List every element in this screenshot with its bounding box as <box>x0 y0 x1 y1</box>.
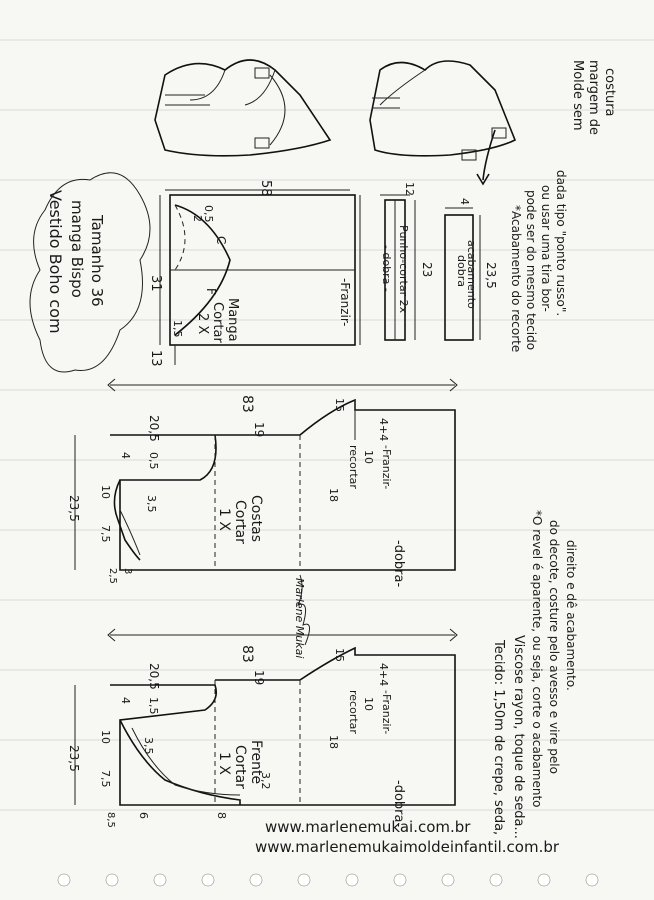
note-line-3: *O revel é aparente, ou seja, corte o acabamento <box>530 510 544 808</box>
cuff-width: 23 <box>420 262 434 278</box>
dress-front-illustration <box>155 60 330 156</box>
sleeve-value-2: 2 <box>191 215 204 222</box>
note-line-5: direito e dê acabamento. <box>564 540 578 691</box>
cuff-cut-label: Punho-cortar 2x <box>397 225 410 314</box>
binding-label: acabamento <box>465 240 478 309</box>
back-value-05: 0,5 <box>147 452 160 470</box>
back-value-18: 18 <box>327 488 340 502</box>
sleeve-height-13: 13 <box>148 350 163 367</box>
front-value-10b: 10 <box>362 697 375 711</box>
back-value-15: 15 <box>333 398 346 412</box>
binding-pointer-arrow <box>477 130 495 184</box>
front-value-35: 3,5 <box>142 737 155 755</box>
front-value-8: 8 <box>215 812 228 819</box>
back-recortar: recortar <box>347 445 360 489</box>
front-value-75: 7,5 <box>99 770 112 788</box>
back-label-3: 1 X <box>216 508 232 531</box>
front-value-18: 18 <box>327 735 340 749</box>
sleeve-width-58: 58 <box>258 180 273 197</box>
front-value-85: 8,5 <box>105 812 116 828</box>
back-value-25: 2,5 <box>107 568 118 584</box>
front-value-10: 10 <box>99 730 112 744</box>
sleeve-value-05: 0,5 <box>202 205 215 223</box>
cuff-fold: - dobra - <box>380 245 393 292</box>
footer-url-1[interactable]: www.marlenemukai.com.br <box>265 818 471 836</box>
front-label-3: 1 X <box>216 752 232 775</box>
back-value-44: 4+4 <box>377 418 390 442</box>
back-value-3: 3 <box>122 568 133 575</box>
binding-height: 4 <box>458 198 471 205</box>
sleeve-franzir: -Franzir- <box>338 278 352 327</box>
sleeve-mark-f: F <box>204 288 218 295</box>
back-value-10b: 10 <box>362 450 375 464</box>
front-width-235: 23,5 <box>67 745 81 772</box>
back-franzir: -Franzir- <box>380 445 393 490</box>
sleeve-mark-c: C <box>214 236 228 245</box>
sleeve-label-1: Manga <box>225 298 240 342</box>
back-length-83: 83 <box>239 395 255 413</box>
front-value-4: 4 <box>119 697 132 704</box>
sleeve-value-15: 1,5 <box>171 320 184 338</box>
note-line-1: Tecido: 1,50m de crepe, seda, <box>491 640 506 836</box>
front-franzir: -Franzir- <box>380 690 393 735</box>
back-fold: -dobra- <box>391 540 406 588</box>
front-fold: -dobra- <box>391 780 406 828</box>
front-value-15b: 15 <box>333 648 346 662</box>
binding-note-1: *Acabamento do recorte <box>509 205 523 353</box>
sleeve-label-3: 2 X <box>195 313 210 335</box>
binding-note-4: dada tipo "ponto russo". <box>554 170 568 317</box>
front-width-205: 20,5 <box>147 663 161 690</box>
front-label-1: Frente <box>248 740 264 785</box>
binding-note-3: ou usar uma tira bor- <box>539 185 553 312</box>
no-seam-3: costura <box>602 68 617 117</box>
binding-note-2: pode ser do mesmo tecido <box>524 190 538 351</box>
binding-fold: dobra <box>455 255 468 287</box>
front-value-44: 4+4 <box>377 663 390 687</box>
back-value-4: 4 <box>119 452 132 459</box>
no-seam-1: Molde sem <box>570 60 585 131</box>
back-label-2: Cortar <box>232 500 248 544</box>
sleeve-pattern <box>160 190 360 365</box>
back-label-1: Costas <box>248 495 264 542</box>
front-value-6: 6 <box>137 812 150 819</box>
signature: Marlene Mukai <box>293 578 306 659</box>
note-line-4: do decote, costure pelo avesso e vire pelo <box>547 520 561 774</box>
back-value-35: 3,5 <box>145 495 158 513</box>
back-value-75: 7,5 <box>99 525 112 543</box>
front-length-83: 83 <box>239 645 255 663</box>
back-width-235: 23,5 <box>67 495 81 522</box>
back-value-10: 10 <box>99 485 112 499</box>
front-value-15: 1,5 <box>147 697 160 715</box>
title-line-1: Vestido Boho com <box>46 190 65 334</box>
front-width-19: 19 <box>252 670 266 686</box>
front-recortar: recortar <box>347 690 360 734</box>
note-line-2: Viscose rayon, toque de seda... <box>511 635 526 839</box>
binder-holes <box>58 874 598 886</box>
front-value-32: 3,2 <box>259 772 272 790</box>
binding-width: 23,5 <box>484 262 498 289</box>
back-width-205: 20,5 <box>147 415 161 442</box>
footer-url-2[interactable]: www.marlenemukaimoldeinfantil.com.br <box>255 838 560 856</box>
title-line-2: manga Bispo <box>68 200 86 298</box>
title-line-3: Tamanho 36 <box>88 215 106 307</box>
no-seam-2: margem de <box>586 60 601 136</box>
back-width-19: 19 <box>252 422 266 438</box>
cuff-height: 12 <box>403 182 416 196</box>
front-label-2: Cortar <box>232 745 248 789</box>
sleeve-height-31: 31 <box>148 275 163 292</box>
sleeve-label-2: Cortar <box>210 302 225 343</box>
